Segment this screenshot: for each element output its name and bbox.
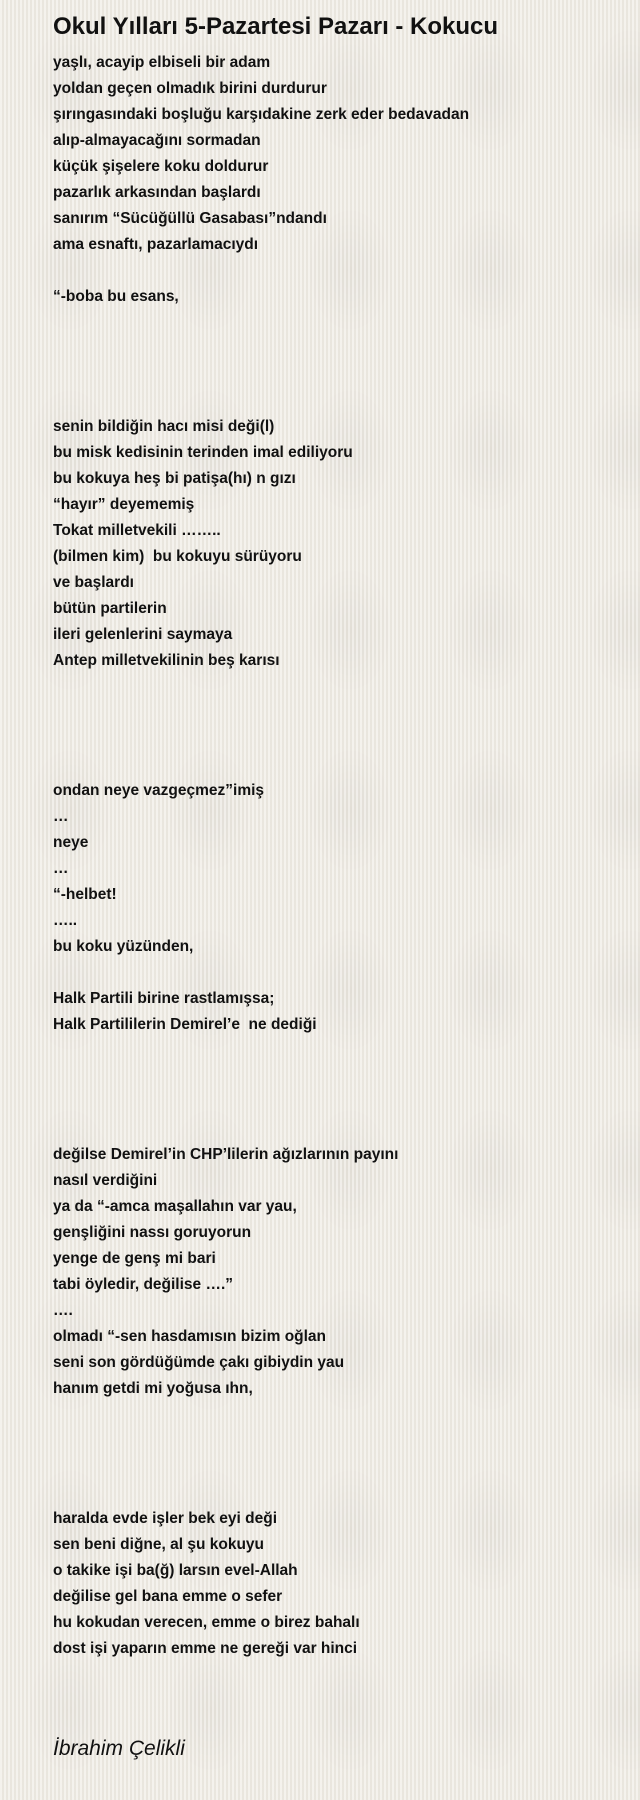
poem-line: dost işi yaparın emme ne gereği var hinci (53, 1640, 358, 1657)
poem-line: ileri gelenlerini saymaya (53, 626, 233, 643)
poem-line: yenge de genş mi bari (53, 1250, 216, 1267)
poem-line: “-boba bu esans, (53, 288, 179, 305)
stanza-3 (53, 414, 613, 674)
poem-line: ondan neye vazgeçmez”imiş (53, 782, 265, 799)
poem-line: Antep milletvekilinin beş karısı (53, 652, 280, 669)
poem-line: haralda evde işler bek eyi deği (53, 1510, 278, 1527)
poem-line: … (53, 860, 69, 877)
poem-line: bu kokuya heş bi patişa(hı) n gızı (53, 470, 296, 487)
poem-line: yoldan geçen olmadık birini durdurur (53, 80, 327, 97)
poem-line: bu koku yüzünden, (53, 938, 194, 955)
poem-line: Tokat milletvekili …….. (53, 522, 221, 539)
poem-line: senin bildiğin hacı misi deği(l) (53, 418, 275, 435)
poem-line: “hayır” deyememiş (53, 496, 195, 513)
poem-line: bütün partilerin (53, 600, 167, 617)
stanza-7 (53, 1506, 613, 1662)
stanza-4 (53, 778, 613, 960)
poem-line: sen beni diğne, al şu kokuyu (53, 1536, 265, 1553)
poem-line: küçük şişelere koku doldurur (53, 158, 269, 175)
poem-line: “-helbet! (53, 886, 117, 903)
stanza-gap (53, 674, 613, 778)
poem-line: değilise gel bana emme o sefer (53, 1588, 283, 1605)
stanza-gap (53, 1402, 613, 1506)
poem-line: ama esnaftı, pazarlamacıydı (53, 236, 259, 253)
stanza-gap (53, 310, 613, 414)
stanza-5 (53, 986, 613, 1038)
poem-line: neye (53, 834, 89, 851)
stanza-gap (53, 960, 613, 986)
poem-body (53, 50, 613, 1662)
poem-page (53, 12, 613, 1662)
poem-line: Halk Partili birine rastlamışsa; (53, 990, 275, 1007)
poem-line: sanırım “Sücüğüllü Gasabası”ndandı (53, 210, 327, 227)
poem-line: şırıngasındaki boşluğu karşıdakine zerk eder bedavadan (53, 106, 470, 123)
poem-line: o takike işi ba(ğ) larsın evel-Allah (53, 1562, 298, 1579)
poem-line: pazarlık arkasından başlardı (53, 184, 261, 201)
poem-line: ….. (53, 912, 78, 929)
poem-line: ya da “-amca maşallahın var yau, (53, 1198, 297, 1215)
poem-line: …. (53, 1302, 73, 1319)
poem-line: ve başlardı (53, 574, 134, 591)
poem-line: bu misk kedisinin terinden imal ediliyoru (53, 444, 353, 461)
stanza-1 (53, 50, 613, 258)
poem-line: … (53, 808, 69, 825)
author-name: İbrahim Çelikli (53, 1737, 185, 1760)
poem-line: nasıl verdiğini (53, 1172, 158, 1189)
poem-line: hanım getdi mi yoğusa ıhn, (53, 1380, 253, 1397)
stanza-gap (53, 258, 613, 284)
poem-line: genşliğini nassı goruyorun (53, 1224, 252, 1241)
poem-line: (bilmen kim) bu kokuyu sürüyoru (53, 548, 302, 565)
poem-line: Halk Partililerin Demirel’e ne dediği (53, 1016, 317, 1033)
poem-line: değilse Demirel’in CHP’lilerin ağızlarının payını (53, 1146, 399, 1163)
stanza-gap (53, 1038, 613, 1142)
stanza-6 (53, 1142, 613, 1402)
page-title: Okul Yılları 5-Pazartesi Pazarı - Kokucu (53, 13, 499, 40)
stanza-2 (53, 284, 613, 310)
poem-line: hu kokudan verecen, emme o birez bahalı (53, 1614, 360, 1631)
poem-line: yaşlı, acayip elbiseli bir adam (53, 54, 271, 71)
poem-line: olmadı “-sen hasdamısın bizim oğlan (53, 1328, 327, 1345)
poem-line: alıp-almayacağını sormadan (53, 132, 261, 149)
poem-line: tabi öyledir, değilise ….” (53, 1276, 234, 1293)
poem-line: seni son gördüğümde çakı gibiydin yau (53, 1354, 345, 1371)
